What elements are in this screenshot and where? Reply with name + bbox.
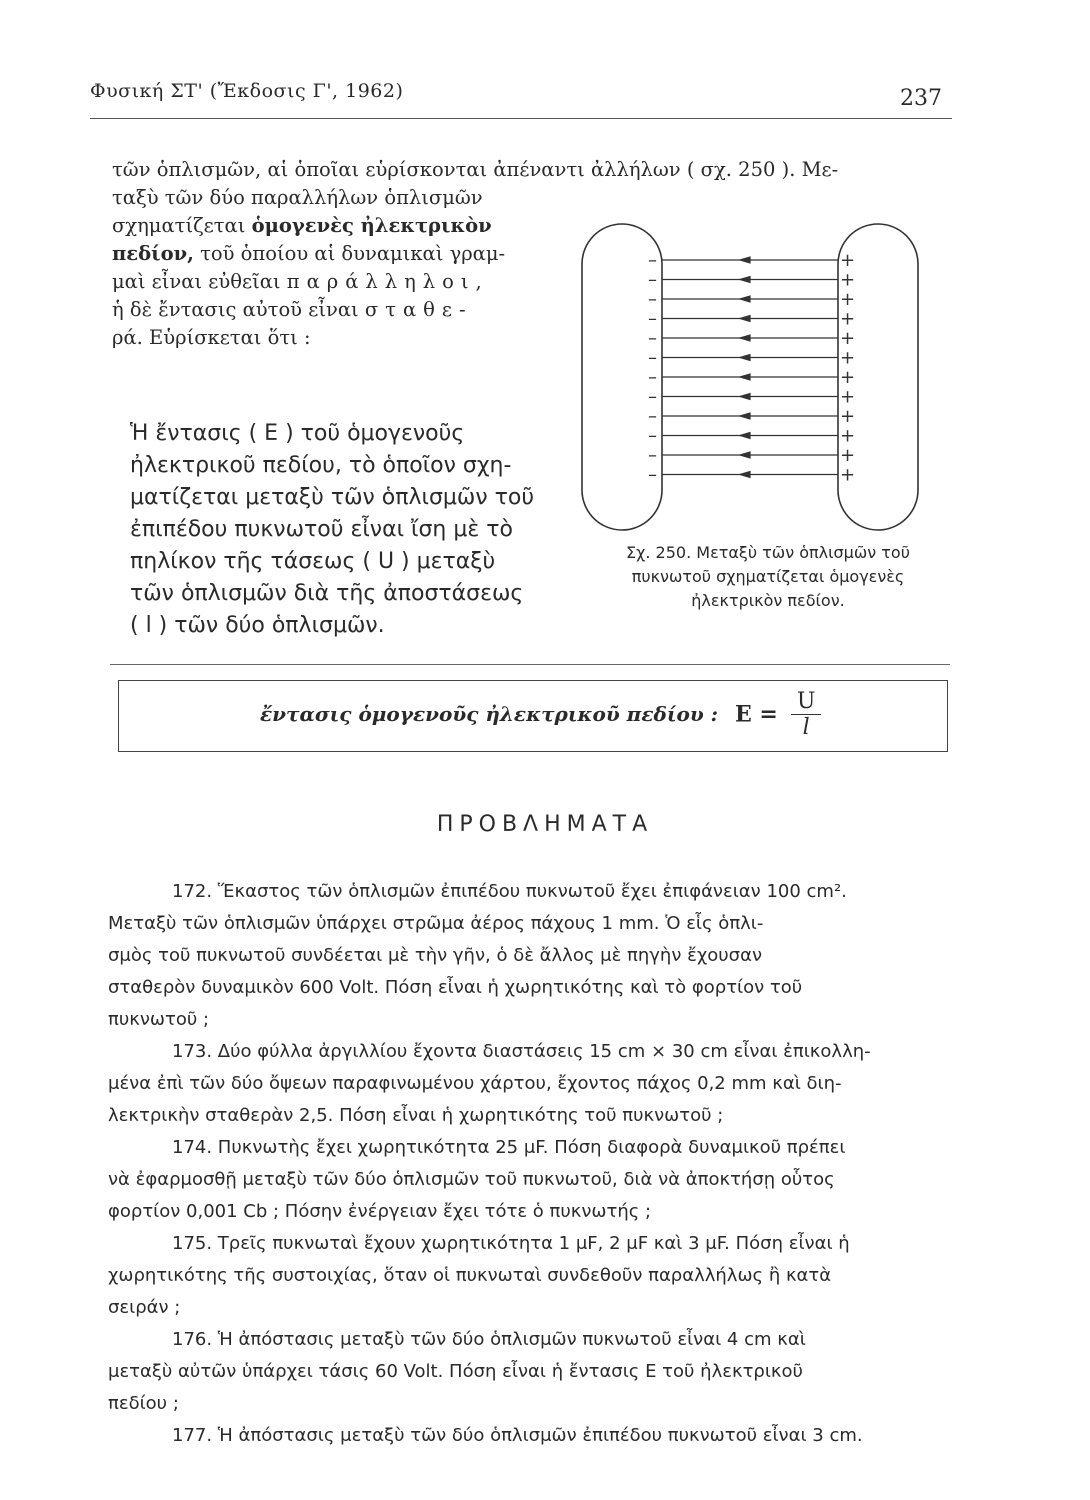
theorem-line: τῶν ὁπλισμῶν διὰ τῆς ἀποστάσεως [130,581,524,606]
theorem-line: Ἡ ἔντασις ( Ε ) τοῦ ὁμογενοῦς [130,421,465,446]
caption-line: πυκνωτοῦ σχηματίζεται ὁμογενὲς [631,567,905,586]
plus-charge: + [840,308,856,330]
running-title: Φυσική ΣΤ' (Ἔκδοσις Γ', 1962) [90,80,404,102]
problem-line: 174. Πυκνωτὴς ἔχει χωρητικότητα 25 μF. Πόση διαφορὰ δυναμικοῦ πρέπει [172,1137,846,1158]
field-arrow [740,413,750,419]
problem-line: νὰ ἐφαρμοσθῇ μεταξὺ τῶν δύο ὁπλισμῶν τοῦ πυκνωτοῦ, διὰ νὰ ἀποκτήσῃ οὗτος [108,1169,835,1190]
field-arrow [740,472,750,478]
field-arrow [740,316,750,322]
header-rule [90,118,952,119]
plus-charge: + [840,328,856,349]
field-arrow [740,355,750,361]
problem-line: μεταξὺ αὐτῶν ὑπάρχει τάσις 60 Volt. Πόση εἶναι ἡ ἔντασις Ε τοῦ ἠλεκτρικοῦ [108,1361,803,1382]
minus-charge: – [648,386,657,408]
problem-line: λεκτρικὴν σταθερὰν 2,5. Πόση εἶναι ἡ χωρητικότης τοῦ πυκνωτοῦ ; [108,1105,724,1126]
theorem-line: ματίζεται μεταξὺ τῶν ὁπλισμῶν τοῦ [130,485,535,510]
problem-line: 176. Ἡ ἀπόστασις μεταξὺ τῶν δύο ὁπλισμῶν πυκνωτοῦ εἶναι 4 cm καὶ [172,1329,806,1350]
formula-denominator: l [802,715,810,740]
field-arrow [740,452,750,458]
minus-charge: – [648,464,657,486]
theorem-line: ἐπιπέδου πυκνωτοῦ εἶναι ἴση μὲ τὸ [130,517,513,542]
plus-charge: + [840,406,856,427]
problem-line: 175. Τρεῖς πυκνωταὶ ἔχουν χωρητικότητα 1 μF, 2 μF καὶ 3 μF. Πόση εἶναι ἡ [172,1233,850,1254]
problem-line: φορτίον 0,001 Cb ; Πόσην ἐνέργειαν ἔχει τότε ὁ πυκνωτής ; [108,1201,652,1222]
minus-charge: – [648,289,657,310]
problem-line: σειράν ; [108,1297,181,1318]
problem-line: χωρητικότης τῆς συστοιχίας, ὅταν οἱ πυκνωταὶ συνδεθοῦν παραλλήλως ἢ κατὰ [108,1265,832,1286]
field-arrow [740,335,750,341]
intro-line-2: ταξὺ τῶν δύο παραλλήλων ὁπλισμῶν [112,186,483,209]
formula-numerator: U [791,690,822,715]
plus-charge: + [840,425,856,447]
plus-charge: + [840,269,856,291]
minus-charge: – [648,347,657,369]
minus-charge: – [648,406,657,427]
theorem-statement [130,418,534,642]
intro-line-1: τῶν ὁπλισμῶν, αἱ ὁποῖαι εὑρίσκονται ἀπέναντι ἀλλήλων ( σχ. 250 ). Με- [112,158,839,181]
formula-label: ἔντασις ὁμογενοῦς ἠλεκτρικοῦ πεδίου : [260,702,719,726]
capacitor-figure [580,222,960,534]
theorem-line: πηλίκον τῆς τάσεως ( U ) μεταξὺ [130,549,496,574]
plus-charge: + [840,347,856,369]
intro-line-3: σχηματίζεται ὁμογενὲς ἠλεκτρικὸν [112,214,492,237]
field-arrow [740,394,750,400]
plus-charge: + [840,464,856,486]
problems-title: ΠΡΟΒΛΗΜΑΤΑ [436,812,654,837]
minus-charge: – [648,308,657,330]
bold-term: ὁμογενὲς ἠλεκτρικὸν [251,214,492,237]
field-arrow [740,433,750,439]
problem-line: 173. Δύο φύλλα ἀργιλλίου ἔχοντα διαστάσεις 15 cm × 30 cm εἶναι ἐπικολλη- [172,1041,871,1062]
formula-lhs: E = [735,701,778,728]
problems-list [108,876,958,1452]
problem-line: 172. Ἕκαστος τῶν ὁπλισμῶν ἐπιπέδου πυκνωτοῦ ἔχει ἐπιφάνειαν 100 cm². [172,881,847,902]
minus-charge: – [648,425,657,447]
intro-line-4: πεδίον, τοῦ ὁποίου αἱ δυναμικαὶ γραμ- [112,242,506,265]
minus-charge: – [648,445,657,466]
caption-line: ἠλεκτρικὸν πεδίον. [691,591,845,610]
plus-charge: + [840,445,856,466]
field-arrow [740,374,750,380]
problem-line: 177. Ἡ ἀπόστασις μεταξὺ τῶν δύο ὁπλισμῶν ἐπιπέδου πυκνωτοῦ εἶναι 3 cm. [172,1425,863,1446]
theorem-line: ἠλεκτρικοῦ πεδίου, τὸ ὁποῖον σχη- [130,453,512,478]
plus-charge: + [840,289,856,310]
intro-line-7: ρά. Εὑρίσκεται ὅτι : [112,326,311,349]
problem-line: σμὸς τοῦ πυκνωτοῦ συνδέεται μὲ τὴν γῆν, ὁ δὲ ἄλλος μὲ πηγὴν ἔχουσαν [108,945,763,966]
intro-line-6: ἡ δὲ ἔντασις αὐτοῦ εἶναι σταθε- [112,298,473,321]
intro-line-5: μαὶ εἶναι εὐθεῖαι παράλληλοι, [112,270,489,293]
box-rule [110,664,950,665]
problem-line: Μεταξὺ τῶν ὁπλισμῶν ὑπάρχει στρῶμα ἀέρος πάχους 1 mm. Ὁ εἷς ὁπλι- [108,913,764,934]
field-arrow [740,257,750,263]
problem-line: πεδίου ; [108,1393,179,1414]
minus-charge: – [648,269,657,291]
minus-charge: – [648,367,657,388]
field-arrow [740,296,750,302]
problem-line: πυκνωτοῦ ; [108,1009,210,1030]
minus-charge: – [648,250,657,271]
page-number: 237 [900,86,942,111]
formula [735,690,821,741]
plus-charge: + [840,250,856,271]
formula-fraction [791,690,822,741]
plus-charge: + [840,367,856,388]
field-arrow [740,277,750,283]
caption-line: Σχ. 250. Μεταξὺ τῶν ὁπλισμῶν τοῦ [626,543,910,562]
plus-charge: + [840,386,856,408]
theorem-line: ( l ) τῶν δύο ὁπλισμῶν. [130,613,385,638]
problem-line: μένα ἐπὶ τῶν δύο ὄψεων παραφινωμένου χάρτου, ἔχοντος πάχος 0,2 mm καὶ διη- [108,1073,842,1094]
figure-caption [578,541,958,613]
minus-charge: – [648,328,657,349]
bold-term: πεδίον, [112,242,194,265]
problem-line: σταθερὸν δυναμικὸν 600 Volt. Πόση εἶναι ἡ χωρητικότης καὶ τὸ φορτίον τοῦ [108,977,803,998]
